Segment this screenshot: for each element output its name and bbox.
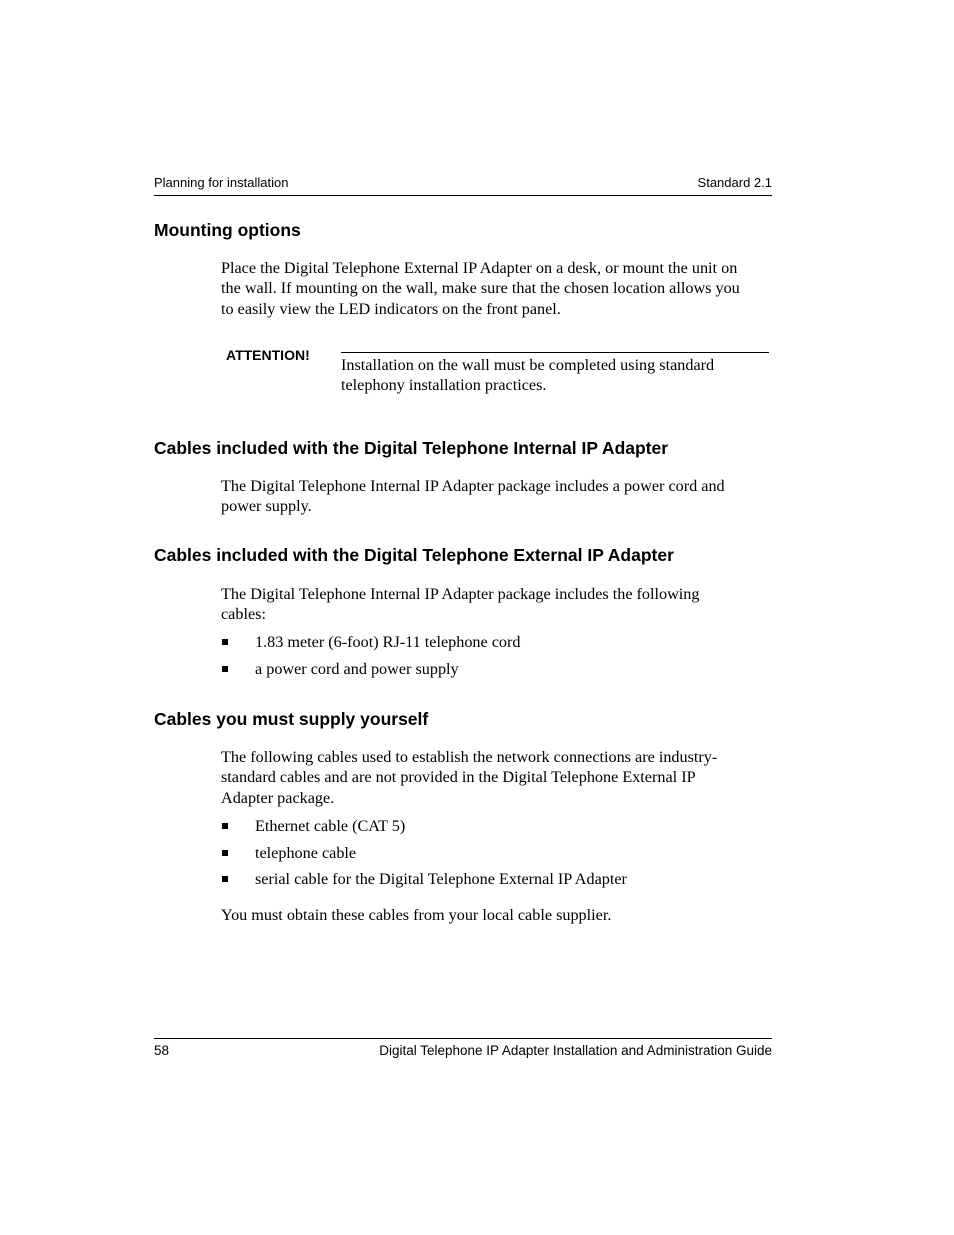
attention-label: ATTENTION! — [226, 347, 310, 363]
text-line: standard cables and are not provided in the Digital Telephone External IP — [221, 768, 696, 787]
header-section-title: Planning for installation — [154, 175, 289, 190]
supply-paragraph — [221, 747, 771, 808]
list-item-text: serial cable for the Digital Telephone External IP Adapter — [255, 870, 627, 888]
bullet-square-icon — [222, 876, 228, 882]
heading-mounting-options: Mounting options — [154, 220, 301, 240]
header-version: Standard 2.1 — [697, 175, 772, 190]
text-line: Installation on the wall must be completed using standard — [341, 356, 715, 374]
bullet-square-icon — [222, 850, 228, 856]
list-item-text: 1.83 meter (6-foot) RJ-11 telephone cord — [255, 633, 521, 651]
text-line: The Digital Telephone Internal IP Adapter package includes the following — [221, 585, 700, 603]
heading-external-adapter-cables: Cables included with the Digital Telephone External IP Adapter — [154, 545, 674, 565]
text-line: Place the Digital Telephone External IP Adapter on a desk, or mount the unit on — [221, 259, 738, 277]
text-line: cables: — [221, 605, 266, 624]
internal-paragraph — [221, 476, 771, 517]
text-line: The Digital Telephone Internal IP Adapter package includes a power cord and — [221, 477, 725, 495]
running-footer — [154, 1038, 772, 1059]
guide-title: Digital Telephone IP Adapter Installation and Administration Guide — [379, 1043, 772, 1058]
text-line: power supply. — [221, 497, 312, 516]
text-line: You must obtain these cables from your local cable supplier. — [221, 906, 612, 924]
external-paragraph — [221, 584, 771, 625]
text-line: the wall. If mounting on the wall, make sure that the chosen location allows you — [221, 279, 740, 298]
list-item-text: a power cord and power supply — [255, 660, 459, 678]
list-item-text: telephone cable — [255, 844, 357, 862]
attention-rule — [341, 352, 769, 353]
closing-paragraph — [221, 905, 771, 925]
running-header — [154, 175, 772, 196]
text-line: to easily view the LED indicators on the front panel. — [221, 299, 561, 318]
bullet-square-icon — [222, 639, 228, 645]
page-number: 58 — [154, 1043, 170, 1058]
bullet-square-icon — [222, 823, 228, 829]
text-line: Adapter package. — [221, 788, 335, 807]
heading-cables-to-supply: Cables you must supply yourself — [154, 709, 429, 729]
text-line: telephony installation practices. — [341, 376, 547, 395]
text-line: The following cables used to establish the network connections are industry- — [221, 748, 718, 766]
list-item-text: Ethernet cable (CAT 5) — [255, 817, 406, 835]
attention-note — [341, 355, 769, 396]
mounting-paragraph — [221, 258, 771, 319]
heading-internal-adapter-cables: Cables included with the Digital Telephone Internal IP Adapter — [154, 438, 669, 458]
bullet-square-icon — [222, 666, 228, 672]
